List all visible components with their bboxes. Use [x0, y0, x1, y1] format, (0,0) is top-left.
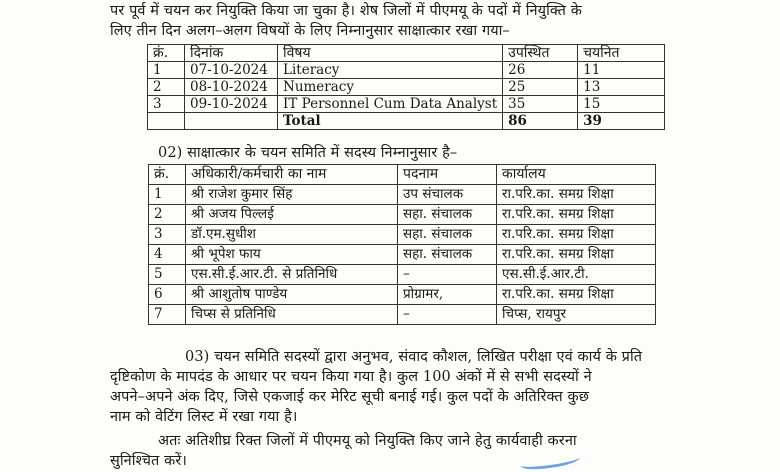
table-row: [149, 285, 656, 305]
signature-mark: [519, 451, 580, 472]
table-header-row: [149, 165, 656, 185]
cell: [148, 113, 185, 130]
table-row: [149, 205, 656, 225]
cell: रा.परि.का. समग्र शिक्षा: [497, 185, 656, 205]
cell: श्री भूपेश फाय: [186, 245, 398, 265]
total-present: 86: [503, 113, 578, 130]
cell: 7: [149, 305, 186, 325]
total-row: [148, 113, 665, 130]
para3-line1: 03) चयन समिति सदस्यों द्वारा अनुभव, संवाद कौशल, लिखित परीक्षा एवं कार्य के प्रति: [185, 349, 643, 365]
cell: –: [398, 265, 497, 285]
cell: 25: [503, 79, 578, 96]
col-header: उपस्थित: [503, 45, 578, 62]
cell: डॉ.एम.सुधीश: [186, 225, 398, 245]
table-row: [149, 225, 656, 245]
cell: उप संचालक: [398, 185, 497, 205]
cell: श्री राजेश कुमार सिंह: [186, 185, 398, 205]
cell: [185, 113, 278, 130]
cell: एस.सी.ई.आर.टी.: [497, 265, 656, 285]
cell: चिप्स से प्रतिनिधि: [186, 305, 398, 325]
cell: 6: [149, 285, 186, 305]
para4-line1: अतः अतिशीघ्र रिक्त जिलों में पीएमयू को नियुक्ति किए जाने हेतु कार्यवाही करना: [158, 433, 577, 449]
table-row: [149, 245, 656, 265]
table-row: [148, 79, 665, 96]
cell: श्री आशुतोष पाण्डेय: [186, 285, 398, 305]
cell: 08-10-2024: [185, 79, 278, 96]
cell: 1: [148, 62, 185, 79]
cell: 09-10-2024: [185, 96, 278, 113]
cell: प्रोग्रामर,: [398, 285, 497, 305]
committee-table: [148, 164, 656, 325]
cell: 4: [149, 245, 186, 265]
para3-line4: नाम को वेटिंग लिस्ट में रखा गया है।: [110, 409, 298, 425]
total-selected: 39: [578, 113, 665, 130]
cell: Literacy: [278, 62, 503, 79]
para1-line1: पर पूर्व में चयन कर नियुक्ति किया जा चुका है। शेष जिलों में पीएमयू के पदों में नियुक्ति के: [110, 3, 582, 19]
col-header: क्रं.: [148, 45, 185, 62]
table-row: [148, 96, 665, 113]
cell: सहा. संचालक: [398, 245, 497, 265]
cell: सहा. संचालक: [398, 205, 497, 225]
para3-line3: अपने–अपने अंक दिए, जिसे एकजाई कर मेरिट सूची बनाई गई। कुल पदों के अतिरिक्त कुछ: [110, 389, 589, 405]
col-header: अधिकारी/कर्मचारी का नाम: [186, 165, 398, 185]
table-row: [149, 185, 656, 205]
para4-line2: सुनिश्चित करें।: [110, 453, 187, 469]
para1-line2: लिए तीन दिन अलग–अलग विषयों के लिए निम्नानुसार साक्षात्कार रखा गया–: [110, 23, 510, 39]
cell: 3: [149, 225, 186, 245]
cell: 11: [578, 62, 665, 79]
para3-line2: दृष्टिकोण के मापदंड के आधार पर चयन किया गया है। कुल 100 अंकों में से सभी सदस्यों ने: [110, 369, 592, 385]
cell: चिप्स, रायपुर: [497, 305, 656, 325]
cell: रा.परि.का. समग्र शिक्षा: [497, 205, 656, 225]
cell: 15: [578, 96, 665, 113]
total-label: Total: [278, 113, 503, 130]
table-row: [149, 265, 656, 285]
cell: 07-10-2024: [185, 62, 278, 79]
cell: 2: [149, 205, 186, 225]
cell: 35: [503, 96, 578, 113]
col-header: दिनांक: [185, 45, 278, 62]
cell: 13: [578, 79, 665, 96]
para2: 02) साक्षात्कार के चयन समिति में सदस्य निम्नानुसार है–: [158, 145, 458, 161]
cell: 26: [503, 62, 578, 79]
cell: श्री अजय पिल्लई: [186, 205, 398, 225]
cell: रा.परि.का. समग्र शिक्षा: [497, 225, 656, 245]
cell: –: [398, 305, 497, 325]
cell: Numeracy: [278, 79, 503, 96]
cell: 3: [148, 96, 185, 113]
col-header: चयनित: [578, 45, 665, 62]
cell: रा.परि.का. समग्र शिक्षा: [497, 285, 656, 305]
cell: रा.परि.का. समग्र शिक्षा: [497, 245, 656, 265]
cell: IT Personnel Cum Data Analyst: [278, 96, 503, 113]
interview-schedule-table: [147, 44, 665, 130]
table-row: [148, 62, 665, 79]
table-row: [149, 305, 656, 325]
col-header: क्रं.: [149, 165, 186, 185]
cell: सहा. संचालक: [398, 225, 497, 245]
cell: 5: [149, 265, 186, 285]
col-header: पदनाम: [398, 165, 497, 185]
col-header: कार्यालय: [497, 165, 656, 185]
cell: एस.सी.ई.आर.टी. से प्रतिनिधि: [186, 265, 398, 285]
col-header: विषय: [278, 45, 503, 62]
table-header-row: [148, 45, 665, 62]
cell: 2: [148, 79, 185, 96]
cell: 1: [149, 185, 186, 205]
